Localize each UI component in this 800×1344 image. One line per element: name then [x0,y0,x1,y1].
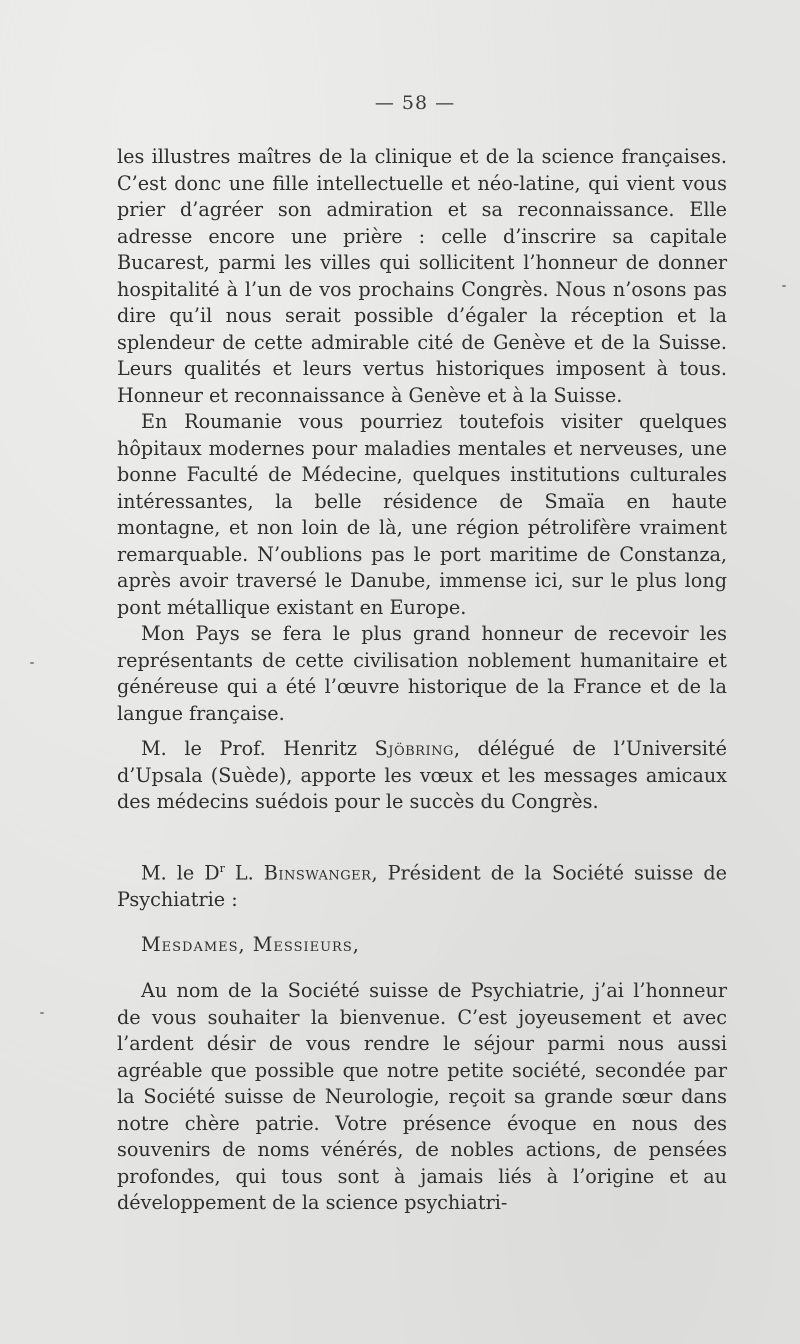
paragraph-binswanger-intro: M. le D [141,861,220,885]
paragraph-binswanger [117,856,727,913]
speaker-name-binswanger: Binswanger [263,861,372,885]
paragraph-binswanger-rest: , Président de la Société suisse de Psychiatrie : [117,861,728,911]
paper-speck [40,1012,44,1014]
speaker-name-sjobring: Sjöbring [374,737,454,760]
paragraph-romania: En Roumanie vous pourriez toutefois visiter quelques hôpitaux modernes pour maladies mentales et nerveuses, une bonne Faculté de Médecine, quelques institutions culturales intéressantes, la belle résidence de Smaïa en haute montagne, et non loin de là, une région pétrolifère vraiment remarquable. N’oublions pas le port maritime de Constanza, après avoir traversé le Danube, immense ici, sur le plus long pont métallique existant en Europe. [117,410,727,619]
paragraph-welcome: Au nom de la Société suisse de Psychiatrie, j’ai l’honneur de vous souhaiter la bienvenue. C’est joyeusement et avec l’ardent désir de vous rendre le séjour parmi nous aussi agréable que possible que notre petite société, secondée par la Société suisse de Neurologie, reçoit sa grande sœur dans notre chère patrie. Votre présence évoque en nous des souvenirs de noms vénérés, de nobles actions, de pensées profondes, qui tous sont à jamais liés à l’origine et au développement de la science psychiatri- [117,979,727,1214]
salutation: Mesdames, Messieurs, [141,933,360,956]
paper-speck [30,662,34,664]
page-number: — 58 — [374,92,456,114]
paper-speck [782,285,786,287]
paragraph-binswanger-initial: L. [224,861,264,885]
text-block-sjobring [117,736,727,816]
text-block-speech-end [117,144,727,727]
text-block-welcome [117,978,727,1217]
paragraph-sjobring-intro: M. le Prof. Henritz [141,737,375,760]
superscript-r: r [219,862,225,875]
paragraph-mon-pays: Mon Pays se fera le plus grand honneur de recevoir les représentants de cette civilisation noblement humanitaire et généreuse qui a été l’œuvre historique de la France et de la langue française. [117,622,727,725]
paragraph-continuation: les illustres maîtres de la clinique et de la science françaises. C’est donc une fille intellectuelle et néo-latine, qui vient vous prier d’agréer son admiration et sa reconnaissance. Elle adresse encore une prière : celle d’inscrire sa capitale Bucarest, parmi les villes qui sollicitent l’honneur de donner hospitalité à l’un de vos prochains Congrès. Nous n’osons pas dire qu’il nous serait possible d’égaler la réception et la splendeur de cette admirable cité de Genève et de la Suisse. Leurs qualités et leurs vertus historiques imposent à tous. Honneur et reconnaissance à Genève et à la Suisse. [117,145,727,407]
paragraph-sjobring [117,736,727,816]
paragraph-sjobring-rest: , délégué de l’Université d’Upsala (Suède), apporte les vœux et les messages amicaux des médecins suédois pour le succès du Congrès. [117,737,728,813]
text-block-binswanger [117,856,727,913]
